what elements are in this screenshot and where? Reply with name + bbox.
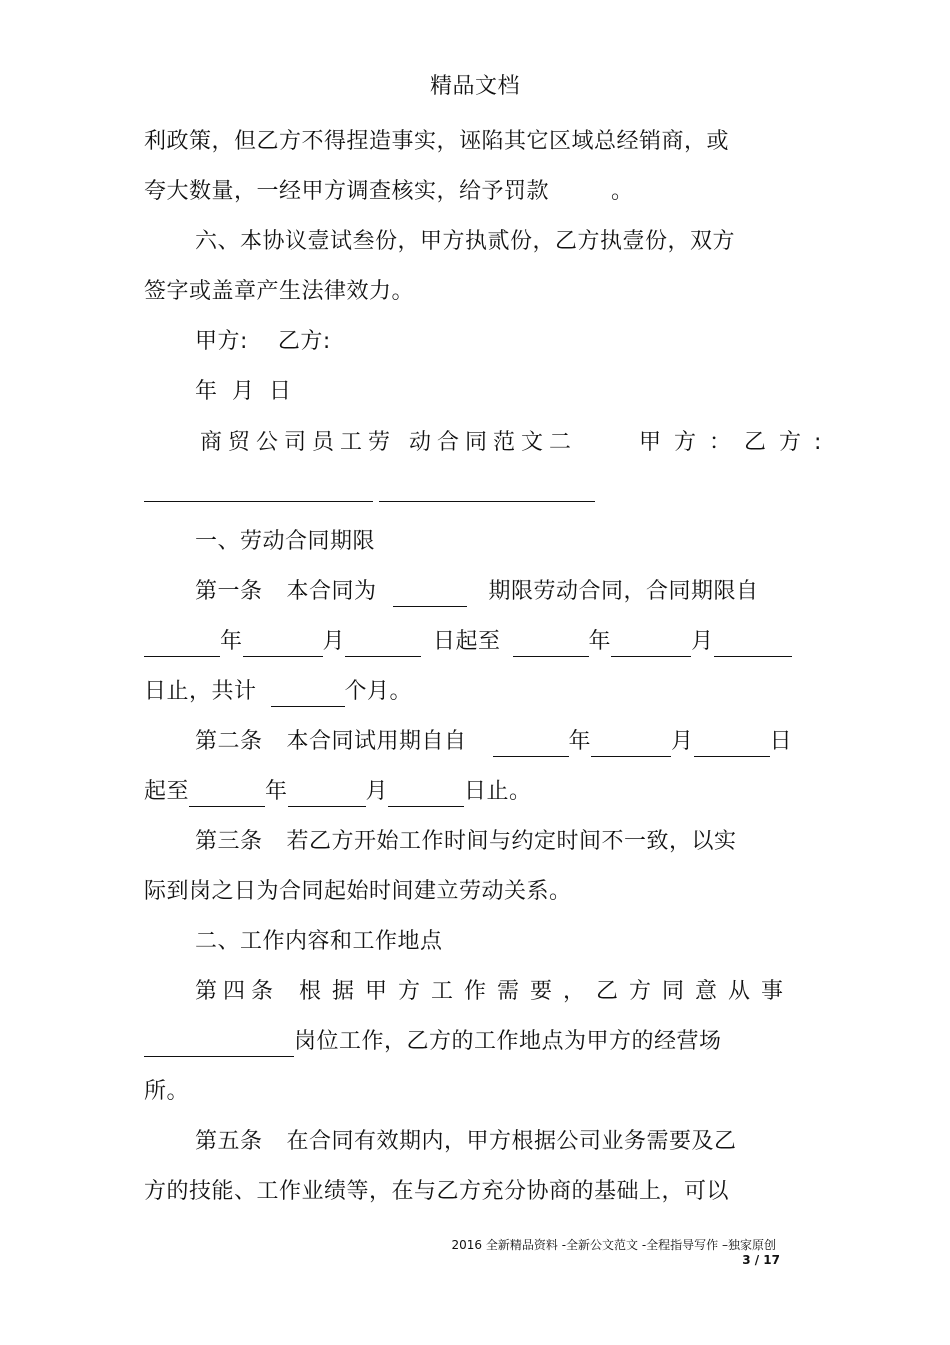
fill-blank: [714, 632, 792, 657]
article-label: 第五条: [195, 1129, 263, 1154]
article-line: 方的技能、工作业绩等，在与乙方充分协商的基础上，可以: [144, 1179, 730, 1204]
fill-blank: [189, 782, 265, 807]
fill-blank: [393, 582, 467, 607]
article-line: [195, 727, 792, 757]
text-span: 日止。: [464, 779, 532, 804]
article-label: 第四条: [195, 979, 280, 1004]
article-label: 第一条: [195, 579, 263, 604]
fill-blank: [611, 632, 691, 657]
text-span: 起至: [144, 779, 190, 804]
text-span: 岗位工作，乙方的工作地点为甲方的经营场: [294, 1029, 722, 1054]
article-line: [144, 777, 532, 807]
text-span: 年: [265, 779, 288, 804]
paragraph-line: 签字或盖章产生法律效力。: [144, 279, 415, 304]
party-a-label: 甲方:: [195, 329, 248, 354]
paragraph-line: 利政策，但乙方不得捏造事实，诬陷其它区域总经销商，或: [144, 129, 730, 154]
fill-blank: [144, 632, 220, 657]
text-span: 月: [322, 629, 346, 654]
text-span: 年: [220, 629, 243, 654]
text-span: 本合同试用期自自: [286, 729, 467, 754]
signature-underline-a: [144, 501, 373, 502]
article-line: 际到岗之日为合同起始时间建立劳动关系。: [144, 879, 572, 904]
paragraph-line: [144, 177, 634, 207]
party-b-label: 乙方:: [277, 329, 331, 354]
fill-blank: [493, 732, 569, 757]
article-line: [195, 827, 737, 857]
paragraph-line: 六、本协议壹试叁份，甲方执贰份，乙方执壹份，双方: [195, 229, 736, 254]
page-number: 3 / 17: [742, 1253, 780, 1267]
text-span: 期限劳动合同，合同期限自: [488, 579, 759, 604]
article-line: [195, 977, 794, 1007]
fill-blank: [271, 682, 345, 707]
text-span: 若乙方开始工作时间与约定时间不一致，以实: [286, 829, 737, 854]
date-line: 年 月 日: [195, 379, 295, 404]
article-label: 第三条: [195, 829, 263, 854]
signature-line: [195, 327, 331, 357]
article-label: 第二条: [195, 729, 263, 754]
text-span: 在合同有效期内，甲方根据公司业务需要及乙: [286, 1129, 737, 1154]
article-line: [144, 1027, 722, 1057]
fill-blank: [694, 732, 770, 757]
fill-blank: [591, 732, 671, 757]
text-span: 年: [588, 629, 612, 654]
contract-parties: 甲方：乙方:: [639, 430, 835, 455]
text-span: 本合同为: [286, 579, 377, 604]
section-heading: 二、工作内容和工作地点: [195, 929, 443, 954]
text-span: 日起至: [433, 629, 501, 654]
article-line: [144, 627, 792, 657]
text-span: 。: [611, 179, 634, 204]
text-span: 个月。: [344, 679, 413, 704]
text-span: 夸大数量，一经甲方调查核实，给予罚款: [144, 179, 550, 204]
page-header-title: 精品文档: [429, 74, 520, 99]
fill-blank: [288, 782, 366, 807]
signature-underline-b: [379, 501, 595, 502]
section-heading: 一、劳动合同期限: [195, 529, 376, 554]
contract-title: 商贸公司员工劳 动合同范文二: [200, 430, 577, 455]
text-span: 根据甲方工作需要，乙方同意从事: [299, 979, 795, 1004]
fill-blank: [144, 1032, 294, 1057]
article-line: [195, 577, 759, 607]
footer-note: 2016 全新精品资料 -全新公文范文 -全程指导写作 –独家原创: [451, 1238, 776, 1252]
text-span: 月: [671, 729, 694, 754]
fill-blank: [345, 632, 421, 657]
contract-title-line: [200, 428, 834, 458]
text-span: 日止，共计: [144, 679, 257, 704]
fill-blank: [388, 782, 464, 807]
text-span: 年: [568, 729, 592, 754]
fill-blank: [243, 632, 323, 657]
article-line: [144, 677, 412, 707]
text-span: 日: [769, 729, 793, 754]
text-span: 月: [691, 629, 714, 654]
fill-blank: [513, 632, 589, 657]
text-span: 月: [365, 779, 389, 804]
article-line: 所。: [144, 1079, 190, 1104]
article-line: [195, 1127, 737, 1157]
